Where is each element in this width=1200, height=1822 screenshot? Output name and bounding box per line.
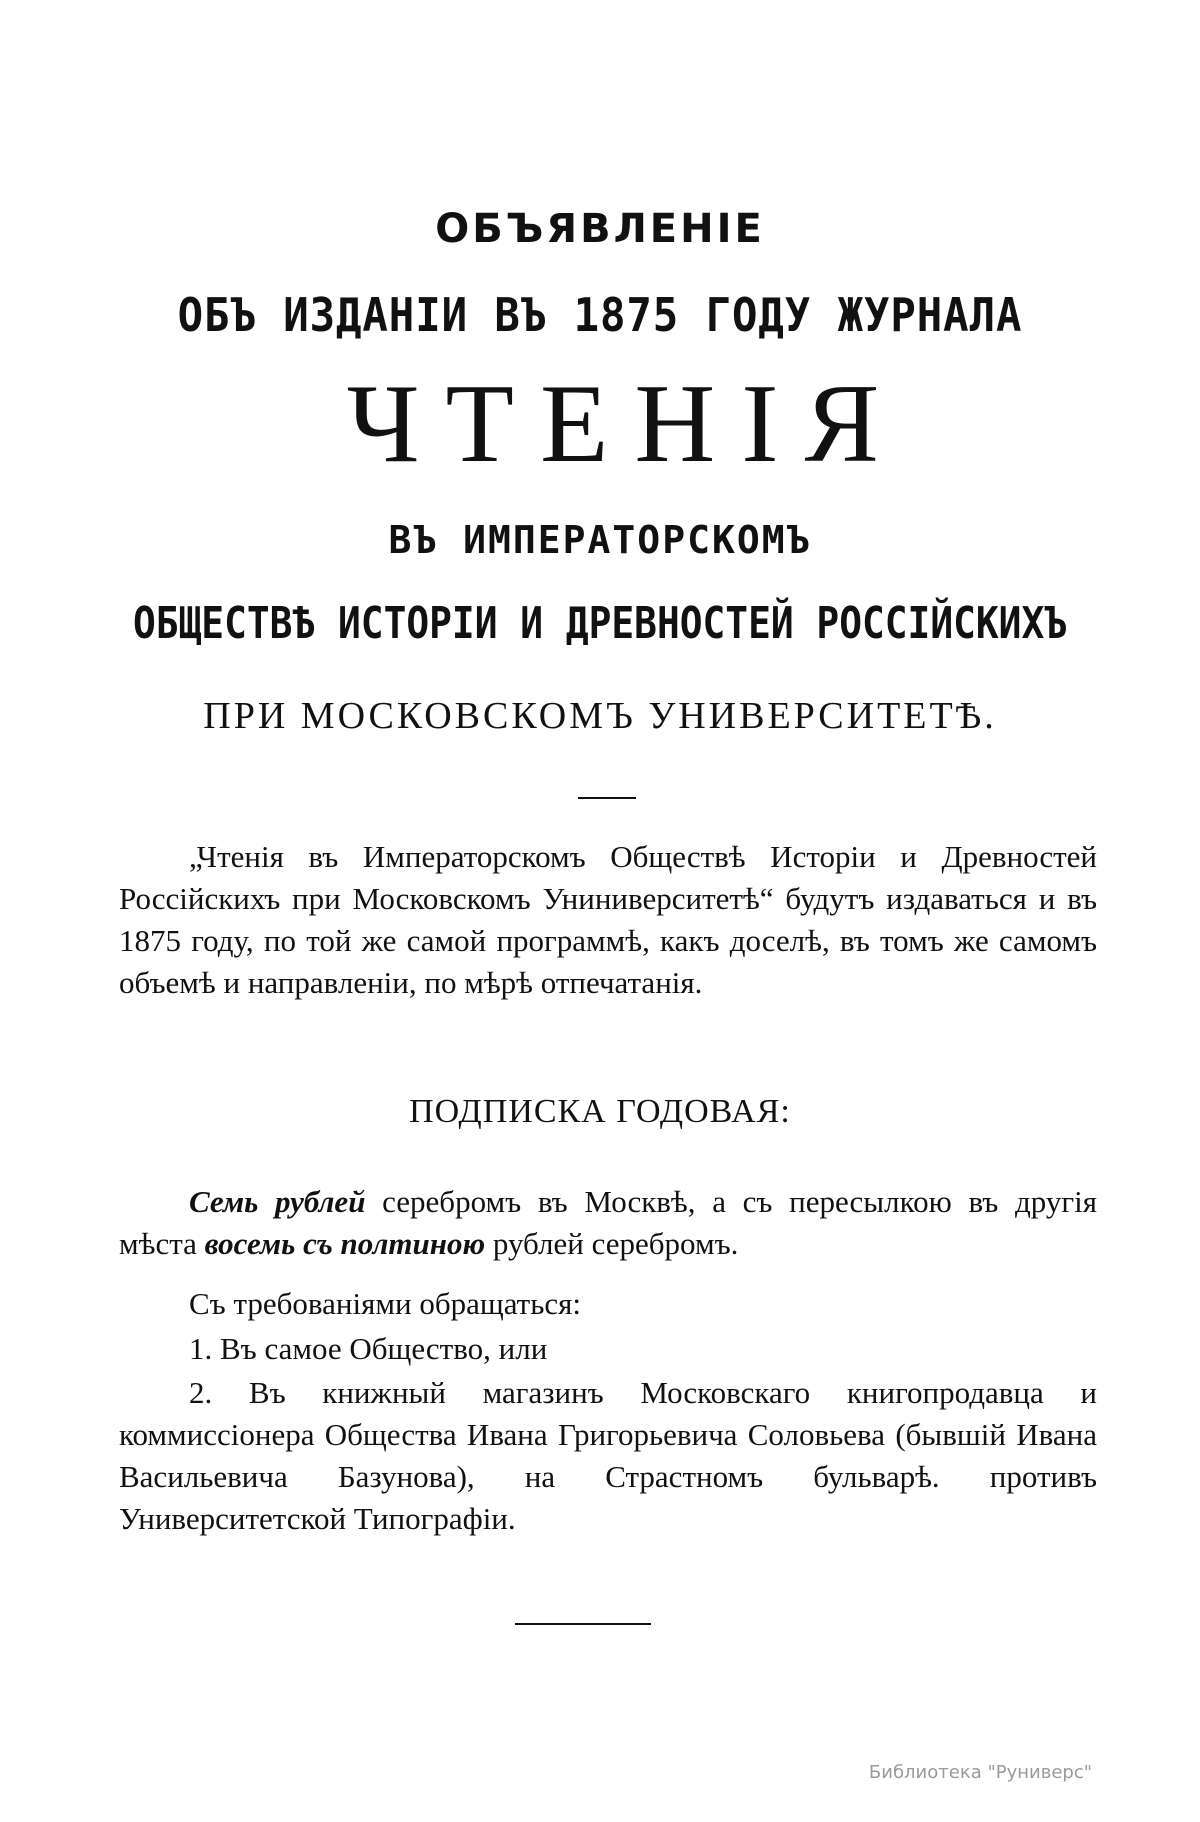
price-italic-1: Семь рублей [189,1184,366,1219]
contact-item-2 [119,1372,1097,1540]
price-italic-2: восемь съ полтиною [204,1226,486,1261]
imperial-heading: ВЪ ИМПЕРАТОРСКОМЪ [388,518,812,562]
announcement-text: „Чтенія въ Императорскомъ Обществѣ Исторіи и Древностей Россійскихъ при Московскомъ Униниверситетѣ“ будутъ издаваться и въ 1875 году, по той же самой программѣ, какъ доселѣ, въ томъ же самомъ объемѣ и направленіи, по мѣрѣ отпечатанія. [119,839,1097,1000]
journal-title: ЧТЕНІЯ [346,362,906,486]
edition-heading: ОБЪ ИЗДАНІИ ВЪ 1875 ГОДУ ЖУРНАЛА [177,288,1023,342]
contact-intro-paragraph [119,1283,1097,1325]
price-paragraph [119,1181,1097,1265]
library-watermark: Библиотека "Руниверс" [868,1762,1092,1783]
society-heading: ОБЩЕСТВѢ ИСТОРІИ И ДРЕВНОСТЕЙ РОССІЙСКИХЪ [132,598,1068,649]
contact-intro-text: Съ требованіями обращаться: [189,1286,581,1321]
bottom-divider [515,1623,651,1625]
announcement-paragraph [119,836,1097,1004]
price-text-1: серебромъ въ Москвѣ, а съ пересылкою въ другія мѣста [119,1184,1097,1261]
university-heading: ПРИ МОСКОВСКОМЪ УНИВЕРСИТЕТѢ. [203,695,997,737]
subscription-title: ПОДПИСКА ГОДОВАЯ: [409,1093,791,1130]
price-text-2: рублей серебромъ. [485,1226,739,1261]
announcement-heading: ОБЪЯВЛЕНІЕ [435,206,765,252]
top-divider [578,797,636,799]
contact-item-1 [119,1328,1097,1370]
contact-item-1-text: 1. Въ самое Общество, или [189,1331,548,1366]
contact-item-2-text: 2. Въ книжный магазинъ Московскаго книгопродавца и коммиссіонера Общества Ивана Григорьевича Соловьева (бывшій Ивана Васильевича Базунова), на Страстномъ бульварѣ. противъ Университетской Типографіи. [119,1375,1097,1536]
